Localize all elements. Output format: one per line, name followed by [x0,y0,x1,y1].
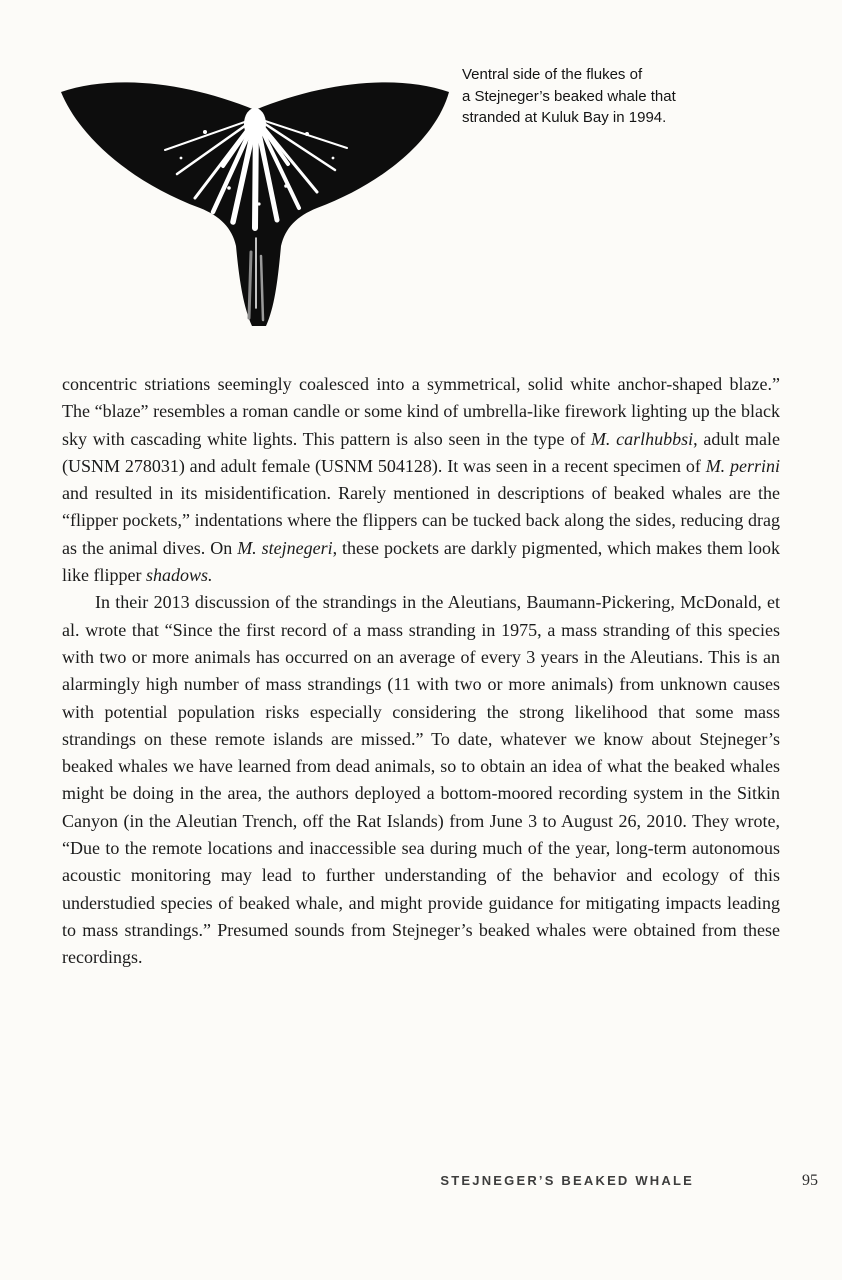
page-footer [62,1172,818,1190]
species-name: M. stejnegeri [237,537,333,558]
paragraph-2 [62,589,780,971]
paragraph-1 [62,371,780,589]
text-run: , these pockets are darkly pigmented, which makes them look like flipper [62,537,780,586]
caption-line: stranded at Kuluk Bay in 1994. [462,109,667,126]
body-text [62,371,780,972]
text-run: and resulted in its misidentification. Rarely mentioned in descriptions of beaked whales are the “flipper pockets,” indentations where the flippers can be tucked back along the sides, reducing drag as the animal dives. On [62,483,780,558]
text-run: concentric striations seemingly coalesced into a symmetrical, solid white anchor-shaped blaze.” The “blaze” resembles a roman candle or some kind of umbrella-like firework lighting up the black sky with cascading white lights. This pattern is also seen in the type of [62,374,780,449]
running-head: STEJNEGER’S BEAKED WHALE [440,1173,694,1188]
fluke-svg [55,70,457,332]
species-name: M. carlhubbsi [590,428,694,449]
species-name: M. perrini [705,455,781,476]
caption-line: a Stejneger’s beaked whale that [462,87,676,105]
figure-caption [462,64,702,129]
text-run: In their 2013 discussion of the strandings in the Aleutians, Baumann-Pickering, McDonald, et al. wrote that “Since the first record of a mass stranding in 1975, a mass stranding of this species with two or more animals has occurred on an average of every 3 years in the Aleutians. This is an alarmingly high number of mass strandings (11 with two or more animals) from unknown causes with potential population risks especially considering the strong likelihood that some mass strandings on these remote islands are missed.” To date, whatever we know about Stejneger’s beaked whales we have learned from dead animals, so to obtain an idea of what the beaked whales might be doing in the area, the authors deployed a bottom-moored recording system in the Sitkin Canyon (in the Aleutian Trench, off the Rat Islands) from June 3 to August 26, 2010. They wrote, “Due to the remote locations and inaccessible sea during much of the year, long-term autonomous acoustic monitoring may lead to further understanding of the behavior and ecology of this understudied species of beaked whale, and might provide guidance for mitigating impacts leading to mass strandings.” Presumed sounds from Stejneger’s beaked whales were obtained from these recordings. [62,592,780,968]
figure-block [55,62,780,348]
caption-line: Ventral side of the flukes of [462,66,643,83]
text-run: , adult male (USNM 278031) and adult female (USNM 504128). It was seen in a recent specimen of [62,428,781,476]
page-number: 95 [802,1172,818,1189]
emphasized-word: shadows. [145,565,213,586]
whale-fluke-illustration [55,70,457,332]
